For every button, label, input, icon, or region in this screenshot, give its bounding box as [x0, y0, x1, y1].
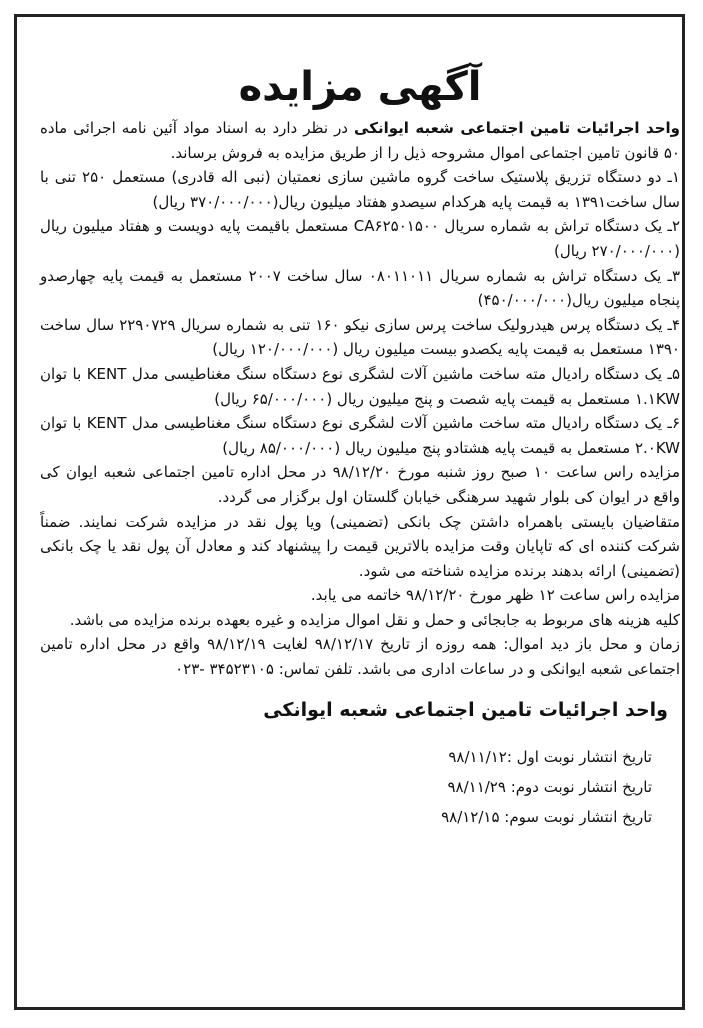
item-1: ۱ـ دو دستگاه تزریق پلاستیک ساخت گروه ماشین سازی نعمتیان (نبی اله قادری) مستعمل ۲۵۰ تنی با سال ساخت۱۳۹۱ به قیمت پایه هرکدام سیصدو هفتاد میلیون ریال(۳۷۰/۰۰۰/۰۰۰ ریال): [40, 168, 680, 211]
auction-time-paragraph: مزایده راس ساعت ۱۰ صبح روز شنبه مورخ ۹۸/۱۲/۲۰ در محل اداره تامین اجتماعی شعبه ایوان کی واقع در ایوان کی بلوار شهید سرهنگی خیابان گلستان اول برگزار می گردد.: [40, 463, 680, 506]
signature: واحد اجرائیات تامین اجتماعی شعبه ایوانکی: [263, 698, 668, 721]
item-3: ۳ـ یک دستگاه تراش به شماره سریال ۰۸۰۱۱۰۱۱ سال ساخت ۲۰۰۷ مستعمل به قیمت پایه چهارصدو پنجاه میلیون ریال(۴۵۰/۰۰۰/۰۰۰): [40, 266, 681, 310]
publication-dates: [40, 742, 680, 832]
intro-text: در نظر دارد به اسناد مواد آئین نامه اجرائی ماده ۵۰ قانون تامین اجتماعی اموال مشروحه ذیل را از طریق مزایده به فروش برساند.: [40, 119, 680, 162]
intro-organization: واحد اجرائیات تامین اجتماعی شعبه ایوانکی: [354, 119, 680, 137]
notice-body: [40, 58, 680, 832]
item-2: ۲ـ یک دستگاه تراش به شماره سریال CA۶۲۵۰۱۵۰۰ مستعمل باقیمت پایه دویست و هفتاد میلیون ریال (۲۷۰/۰۰۰/۰۰۰ ریال): [40, 217, 681, 260]
publication-date-2: تاریخ انتشار نوبت دوم: ۹۸/۱۱/۲۹: [447, 778, 652, 797]
item-4: ۴ـ یک دستگاه پرس هیدرولیک ساخت پرس سازی نیکو ۱۶۰ تنی به شماره سریال ۲۲۹۰۷۲۹ سال ساخت ۱۳۹۰ مستعمل به قیمت پایه یکصدو بیست میلیون ریال (۱۲۰/۰۰۰/۰۰۰ ریال): [40, 315, 681, 359]
costs-paragraph: کلیه هزینه های مربوط به جابجائی و حمل و نقل اموال مزایده و غیره بعهده برنده مزایده می باشد.: [69, 610, 680, 629]
publication-date-3: تاریخ انتشار نوبت سوم: ۹۸/۱۲/۱۵: [441, 808, 652, 827]
closing-time-paragraph: مزایده راس ساعت ۱۲ ظهر مورخ ۹۸/۱۲/۲۰ خاتمه می یابد.: [310, 586, 680, 605]
intro-paragraph: [40, 116, 680, 165]
item-5: ۵ـ یک دستگاه رادیال مته ساخت ماشین آلات لشگری نوع دستگاه سنگ مغناطیسی مدل KENT با توان ۱.۱KW مستعمل به قیمت پایه شصت و پنج میلیون ریال (۶۵/۰۰۰/۰۰۰ ریال): [40, 364, 680, 408]
participation-paragraph: متقاضیان بایستی باهمراه داشتن چک بانکی (تضمینی) ویا پول نقد در مزایده شرکت نمایند. ضمناً شرکت کننده ای که تاپایان وقت مزایده بالاترین قیمت را پیشنهاد کند و معادل آن پول نقد یا چک بانکی (تضمینی) ارائه بدهند برنده مزایده شناخته می شود.: [40, 512, 680, 580]
publication-date-1: تاریخ انتشار نوبت اول :۹۸/۱۱/۱۲: [448, 748, 652, 767]
notice-title: آگهی مزایده: [238, 64, 482, 110]
item-6: ۶ـ یک دستگاه رادیال مته ساخت ماشین آلات لشگری نوع دستگاه سنگ مغناطیسی مدل KENT با توان ۲.۰KW مستعمل به قیمت پایه هشتادو پنج میلیون ریال (۸۵/۰۰۰/۰۰۰ ریال): [40, 414, 680, 457]
visit-paragraph: زمان و محل باز دید اموال: همه روزه از تاریخ ۹۸/۱۲/۱۷ لغایت ۹۸/۱۲/۱۹ واقع در محل اداره تامین اجتماعی شعبه ایوانکی و در ساعات اداری می باشد. تلفن تماس: ۳۴۵۲۳۱۰۵ -۰۲۳: [40, 635, 681, 679]
